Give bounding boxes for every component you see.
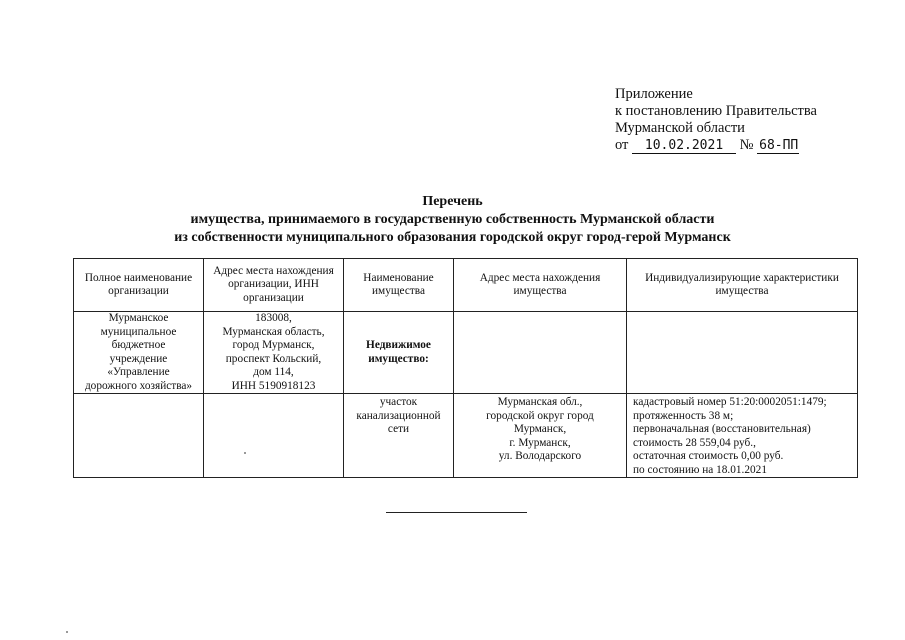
title-line-3: из собственности муниципального образования городской округ город-герой Мурманск bbox=[174, 230, 731, 245]
appendix-line-3: Мурманской области bbox=[615, 120, 745, 136]
org-name-line: муниципальное bbox=[100, 325, 177, 338]
header-org-address: Адрес места нахождения организации, ИНН организации bbox=[204, 259, 344, 312]
empty-cell bbox=[74, 394, 204, 478]
org-address-line: город Мурманск, bbox=[232, 339, 315, 351]
property-address-line: Мурманск, bbox=[513, 423, 567, 435]
org-name-line: учреждение bbox=[109, 352, 168, 365]
scan-speck bbox=[66, 631, 68, 633]
property-address-line: городской округ город bbox=[486, 409, 594, 422]
org-name-line: «Управление bbox=[107, 366, 170, 378]
org-name-cell bbox=[74, 312, 204, 394]
header-property-address: Адрес места нахождения имущества bbox=[454, 259, 627, 312]
characteristic-line: кадастровый номер 51:20:0002051:1479; bbox=[633, 396, 827, 408]
characteristics-cell bbox=[627, 394, 858, 478]
empty-cell bbox=[204, 394, 344, 478]
org-address-line: проспект Кольский, bbox=[225, 352, 322, 365]
property-address-line: Мурманская обл., bbox=[497, 396, 583, 408]
org-address-line: дом 114, bbox=[253, 366, 294, 378]
document-title bbox=[0, 193, 905, 247]
table-row bbox=[74, 312, 858, 394]
appendix-line-1: Приложение bbox=[615, 86, 693, 102]
appendix-date-line bbox=[615, 137, 817, 154]
characteristic-line: по состоянию на 18.01.2021 bbox=[633, 463, 767, 476]
org-address-line: 183008, bbox=[255, 312, 292, 324]
header-property-name: Наименование имущества bbox=[344, 259, 454, 312]
org-name-line: Мурманское bbox=[108, 312, 169, 324]
appendix-line-2: к постановлению Правительства bbox=[615, 103, 817, 119]
property-address-cell bbox=[454, 394, 627, 478]
table-row bbox=[74, 394, 858, 478]
header-characteristics: Индивидуализирующие характеристики имущества bbox=[627, 259, 858, 312]
property-category-cell: Недвижимое имущество: bbox=[344, 312, 454, 394]
characteristic-line: первоначальная (восстановительная) bbox=[633, 423, 811, 435]
header-org-name: Полное наименование организации bbox=[74, 259, 204, 312]
resolution-date: 10.02.2021 bbox=[632, 138, 736, 154]
org-address-line: Мурманская область, bbox=[222, 325, 325, 338]
characteristic-line: остаточная стоимость 0,00 руб. bbox=[633, 450, 784, 462]
number-label: № bbox=[739, 137, 754, 153]
scan-speck bbox=[244, 452, 246, 454]
org-address-cell bbox=[204, 312, 344, 394]
property-address-line: г. Мурманск, bbox=[509, 436, 571, 449]
empty-cell bbox=[454, 312, 627, 394]
property-name-line: канализационной bbox=[356, 409, 441, 422]
org-address-line: ИНН 5190918123 bbox=[231, 379, 316, 392]
resolution-number: 68-ПП bbox=[759, 138, 799, 153]
characteristic-line: стоимость 28 559,04 руб., bbox=[633, 436, 756, 449]
property-address-line: ул. Володарского bbox=[498, 450, 582, 462]
property-name-cell bbox=[344, 394, 454, 478]
empty-cell bbox=[627, 312, 858, 394]
title-line-2: имущества, принимаемого в государственную собственность Мурманской области bbox=[190, 212, 715, 227]
org-name-line: дорожного хозяйства» bbox=[84, 379, 193, 392]
table-header-row bbox=[74, 259, 858, 312]
from-label: от bbox=[615, 137, 629, 153]
appendix-block bbox=[615, 86, 817, 154]
org-name-line: бюджетное bbox=[111, 339, 166, 351]
property-name-line: сети bbox=[387, 423, 410, 435]
property-name-line: участок bbox=[379, 396, 418, 408]
property-table bbox=[73, 258, 858, 478]
title-line-1: Перечень bbox=[422, 194, 483, 209]
closing-rule bbox=[386, 512, 527, 513]
characteristic-line: протяженность 38 м; bbox=[633, 409, 734, 422]
